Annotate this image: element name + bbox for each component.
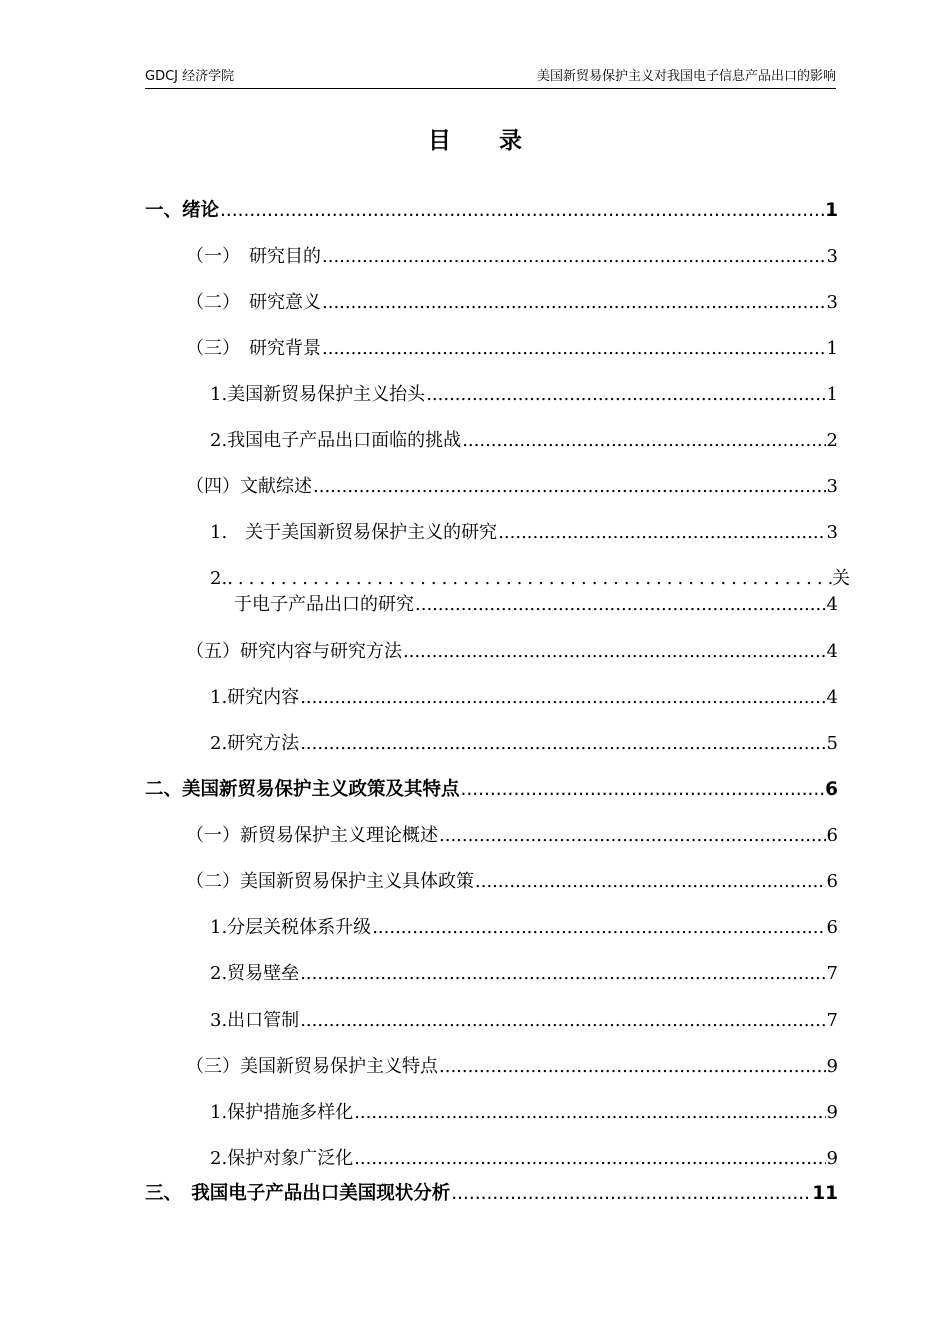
toc-page-number: 6	[826, 871, 838, 892]
toc-entry-label: （二）美国新贸易保护主义具体政策	[186, 871, 474, 892]
toc-page-number: 6	[826, 825, 838, 846]
toc-entry-subsection[interactable]	[210, 1146, 838, 1172]
toc-entry-label: 1.美国新贸易保护主义抬头	[210, 384, 426, 405]
toc-leader-dots	[313, 474, 826, 500]
toc-page-number: 3	[826, 292, 838, 313]
toc-entry-subsection[interactable]	[210, 915, 838, 941]
toc-entry-subsection[interactable]	[210, 685, 838, 711]
toc-entry-label: （一）新贸易保护主义理论概述	[186, 825, 438, 846]
toc-wrapped-line-1	[210, 566, 850, 592]
toc-page-number: 5	[826, 733, 838, 754]
header-right-text: 美国新贸易保护主义对我国电子信息产品出口的影响	[536, 69, 836, 84]
toc-entry-section[interactable]	[186, 823, 838, 849]
toc-entry-chapter-3[interactable]	[145, 1181, 838, 1207]
page-header	[145, 68, 836, 89]
toc-page-number: 3	[826, 476, 838, 497]
toc-entry-subsection[interactable]	[210, 731, 838, 757]
toc-entry-subsection[interactable]	[210, 428, 838, 454]
toc-leader-dots	[415, 592, 826, 618]
toc-entry-subsection[interactable]	[210, 1008, 838, 1034]
toc-entry-section[interactable]	[186, 1054, 838, 1080]
toc-entry-label: （一） 研究目的	[186, 246, 321, 267]
toc-page-number: 4	[826, 687, 838, 708]
toc-leader-dots	[300, 1008, 825, 1034]
toc-entry-section[interactable]	[186, 336, 838, 362]
toc-wrapped-line-2	[234, 592, 838, 618]
toc-entry-subsection[interactable]	[210, 961, 838, 987]
toc-page-number: 1	[826, 384, 838, 405]
toc-entry-label: 1.研究内容	[210, 687, 300, 708]
toc-entry-label: 1.保护措施多样化	[210, 1102, 354, 1123]
toc-leader-dots	[354, 1100, 825, 1126]
toc-leader-dots	[439, 1054, 826, 1080]
toc-page-number: 6	[825, 779, 838, 800]
toc-page-number: 9	[826, 1148, 838, 1169]
toc-leader-dots	[322, 290, 826, 316]
toc-page-number: 9	[826, 1056, 838, 1077]
toc-entry-chapter-1[interactable]	[145, 198, 838, 224]
toc-leader-dots	[372, 915, 825, 941]
toc-entry-label: （四）文献综述	[186, 476, 312, 497]
toc-leader-dots	[475, 869, 826, 895]
toc-leader-dots	[300, 685, 825, 711]
toc-entry-section[interactable]	[186, 639, 838, 665]
toc-leader-dots	[300, 961, 825, 987]
toc-entry-label: 1.分层关税体系升级	[210, 917, 372, 938]
toc-leader-dots	[322, 244, 826, 270]
toc-leader-dots	[227, 566, 832, 592]
toc-leader-dots	[300, 731, 825, 757]
toc-entry-label: 二、美国新贸易保护主义政策及其特点	[145, 779, 460, 800]
toc-entry-subsection[interactable]	[210, 520, 838, 546]
toc-entry-label: 一、绪论	[145, 200, 220, 221]
toc-page-number: 6	[826, 917, 838, 938]
toc-entry-section[interactable]	[186, 474, 838, 500]
toc-leader-dots	[461, 777, 825, 803]
toc-leader-dots	[439, 823, 826, 849]
toc-page-number: 11	[812, 1183, 838, 1204]
toc-leader-dots	[220, 198, 824, 224]
toc-page-number: 4	[826, 594, 838, 615]
toc-leader-dots	[462, 428, 825, 454]
toc-page-number: 4	[826, 641, 838, 662]
toc-page-number: 1	[825, 200, 838, 221]
toc-entry-label: 2.贸易壁垒	[210, 963, 300, 984]
toc-entry-label: （三） 研究背景	[186, 338, 321, 359]
toc-entry-subsection[interactable]	[210, 1100, 838, 1126]
toc-page-number: 7	[826, 1010, 838, 1031]
toc-entry-label: 2.保护对象广泛化	[210, 1148, 354, 1169]
toc-leader-dots	[426, 382, 825, 408]
toc-entry-label: 1. 关于美国新贸易保护主义的研究	[210, 522, 498, 543]
toc-entry-label: （三）美国新贸易保护主义特点	[186, 1056, 438, 1077]
toc-page-number: 9	[826, 1102, 838, 1123]
toc-leader-dots	[403, 639, 826, 665]
toc-entry-section[interactable]	[186, 290, 838, 316]
header-left-text: GDCJ 经济学院	[145, 69, 235, 84]
toc-entry-label: 3.出口管制	[210, 1010, 300, 1031]
toc-page-number: 3	[826, 522, 838, 543]
toc-entry-label-start: 关	[832, 568, 850, 589]
toc-entry-label: 三、 我国电子产品出口美国现状分析	[145, 1183, 451, 1204]
toc-entry-label: （二） 研究意义	[186, 292, 321, 313]
toc-entry-number: 2.	[210, 568, 228, 589]
toc-entry-chapter-2[interactable]	[145, 777, 838, 803]
toc-entry-label: 2.我国电子产品出口面临的挑战	[210, 430, 462, 451]
toc-entry-label: 2.研究方法	[210, 733, 300, 754]
toc-leader-dots	[354, 1146, 825, 1172]
toc-page-number: 3	[826, 246, 838, 267]
toc-title: 目录	[428, 128, 570, 154]
toc-page-number: 2	[826, 430, 838, 451]
toc-entry-label-end: 于电子产品出口的研究	[234, 594, 414, 615]
toc-entry-subsection-wrapped[interactable]	[210, 566, 850, 618]
toc-leader-dots	[322, 336, 826, 362]
toc-entry-subsection[interactable]	[210, 382, 838, 408]
toc-entry-label: （五）研究内容与研究方法	[186, 641, 402, 662]
toc-page-number: 7	[826, 963, 838, 984]
toc-entry-section[interactable]	[186, 869, 838, 895]
toc-page-number: 1	[826, 338, 838, 359]
toc-leader-dots	[451, 1181, 811, 1207]
toc-leader-dots	[498, 520, 825, 546]
toc-entry-section[interactable]	[186, 244, 838, 270]
